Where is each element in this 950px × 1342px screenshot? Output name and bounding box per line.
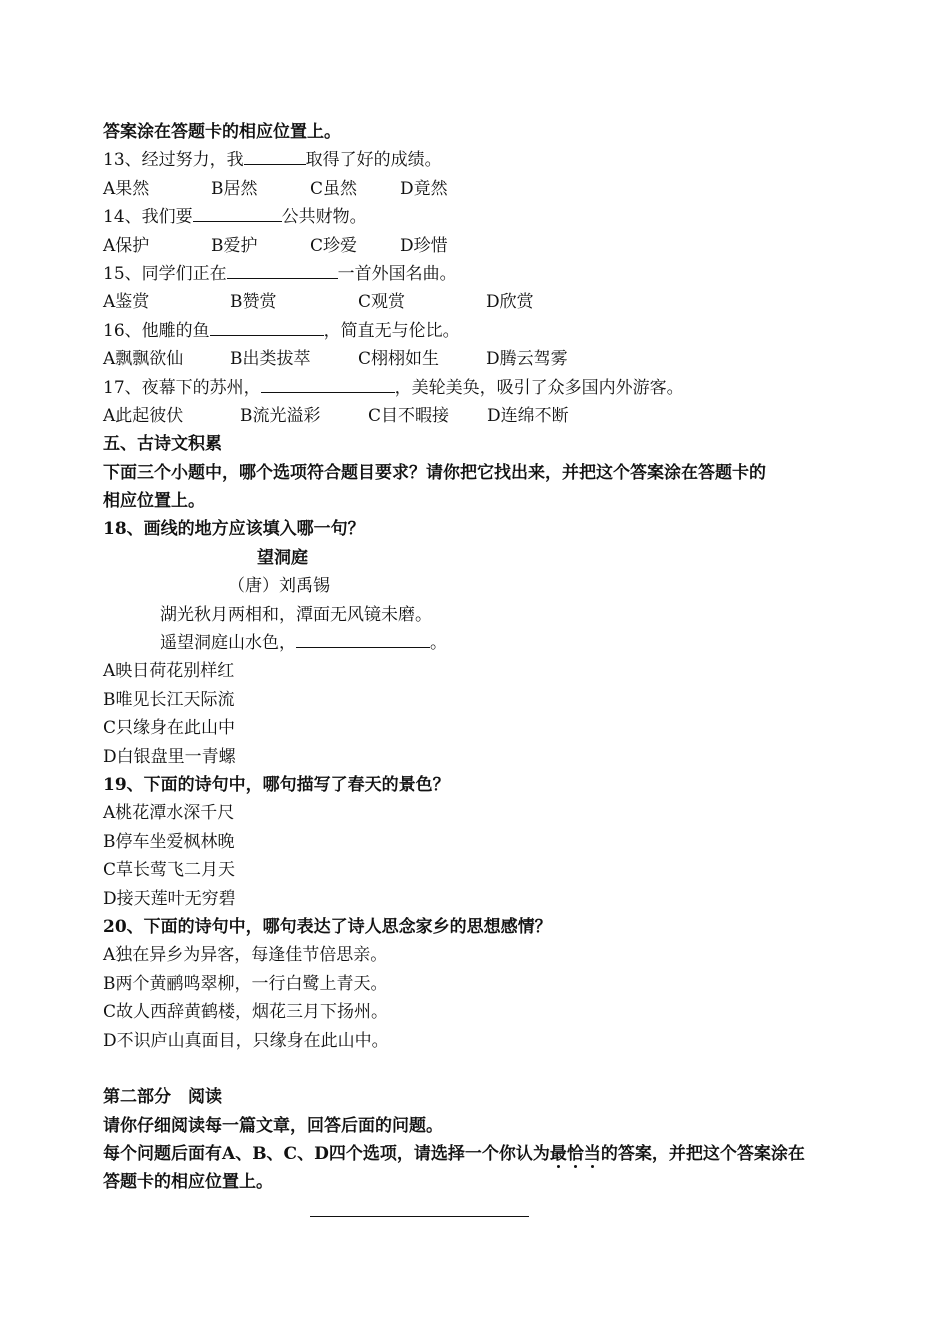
q19-option-a: A桃花潭水深千尺: [103, 803, 235, 824]
emphasis-dotted: [550, 1144, 601, 1164]
q18-option-a: A映日荷花别样红: [103, 661, 235, 682]
question-16: [103, 317, 863, 345]
exam-page: [103, 118, 863, 1197]
emphasis-char: 最: [549, 1144, 567, 1165]
q13-options: [103, 175, 863, 203]
question-15: [103, 260, 863, 288]
q18-question: 18、画线的地方应该填入哪一句？: [103, 519, 365, 540]
q14-text-after: 公共财物。: [281, 207, 367, 228]
q20-option-c: C故人西辞黄鹤楼，烟花三月下扬州。: [103, 1002, 389, 1023]
q14-options: [103, 232, 863, 260]
q17-option-a: A此起彼伏: [103, 405, 184, 426]
q19-option-b: B停车坐爱枫林晚: [103, 831, 235, 852]
instr2-before: 每个问题后面有A、B、C、D四个选项，请选择一个你认为: [103, 1144, 550, 1165]
q15-blank: [227, 260, 338, 279]
q17-options: [103, 402, 863, 430]
poem-blank: [296, 629, 430, 648]
footer-rule: [310, 1216, 529, 1217]
q15-text-before: 15、同学们正在: [103, 263, 227, 284]
q17-text-before: 17、夜幕下的苏州，: [103, 377, 261, 398]
q13-option-d: D竟然: [400, 178, 448, 199]
q13-option-a: A果然: [103, 178, 150, 199]
poem-line-1: 湖光秋月两相和，潭面无风镜未磨。: [160, 604, 432, 625]
part-2-title: 第二部分 阅读: [103, 1087, 222, 1108]
question-13: [103, 146, 863, 174]
q16-text-after: ，简直无与伦比。: [323, 320, 460, 341]
q14-option-d: D珍惜: [400, 235, 448, 256]
q13-text-after: 取得了好的成绩。: [305, 150, 442, 171]
q17-option-b: B流光溢彩: [240, 405, 321, 426]
q18-option-b: B唯见长江天际流: [103, 689, 235, 710]
poem-line-2-after: 。: [430, 633, 447, 654]
question-17: [103, 374, 863, 402]
q17-option-c: C目不暇接: [368, 405, 450, 426]
poem-line-2: [103, 629, 863, 657]
question-14: [103, 203, 863, 231]
q17-blank: [261, 374, 395, 393]
q16-option-a: A飘飘欲仙: [103, 349, 184, 370]
part-2-instruction-2: [103, 1140, 863, 1168]
q13-blank: [244, 146, 306, 165]
emphasis-text: [550, 1144, 601, 1164]
q20-question: 20、下面的诗句中，哪句表达了诗人思念家乡的思想感情？: [103, 916, 552, 937]
q14-blank: [193, 203, 282, 222]
q20-option-a: A独在异乡为异客，每逢佳节倍思亲。: [103, 945, 388, 966]
q16-option-d: D腾云驾雾: [486, 349, 568, 370]
q14-option-a: A保护: [103, 235, 150, 256]
q18-option-c: C只缘身在此山中: [103, 718, 236, 739]
part-2-instruction-3: 答题卡的相应位置上。: [103, 1172, 273, 1193]
section-5-instruction-1: 下面三个小题中，哪个选项符合题目要求？请你把它找出来，并把这个答案涂在答题卡的: [103, 462, 766, 483]
q13-option-c: C虽然: [310, 178, 358, 199]
q16-text-before: 16、他雕的鱼: [103, 320, 210, 341]
q15-option-a: A鉴赏: [103, 292, 150, 313]
q16-options: [103, 345, 863, 373]
emphasis-char: 当: [583, 1144, 601, 1165]
q19-option-c: C草长莺飞二月天: [103, 860, 236, 881]
q16-blank: [210, 317, 324, 336]
poem-line-2-before: 遥望洞庭山水色，: [160, 633, 296, 654]
q17-option-d: D连绵不断: [487, 405, 569, 426]
q20-option-d: D不识庐山真面目，只缘身在此山中。: [103, 1030, 389, 1051]
q15-text-after: 一首外国名曲。: [337, 263, 457, 284]
q17-text-after: ，美轮美奂，吸引了众多国内外游客。: [394, 377, 684, 398]
spacer: [103, 1055, 863, 1083]
q13-text-before: 13、经过努力，我: [103, 150, 244, 171]
instruction-tail: 答案涂在答题卡的相应位置上。: [103, 122, 341, 142]
q14-option-b: B爱护: [211, 235, 258, 256]
q19-question: 19、下面的诗句中，哪句描写了春天的景色？: [103, 774, 450, 795]
q16-option-c: C栩栩如生: [358, 349, 440, 370]
q20-option-b: B两个黄鹂鸣翠柳，一行白鹭上青天。: [103, 973, 388, 994]
q15-option-d: D欣赏: [486, 292, 534, 313]
q15-options: [103, 288, 863, 316]
section-5-title: 五、古诗文积累: [103, 434, 222, 455]
emphasis-char: 恰: [566, 1144, 584, 1165]
part-2-instruction-1: 请你仔细阅读每一篇文章，回答后面的问题。: [103, 1115, 443, 1136]
poem-title: 望洞庭: [257, 547, 308, 568]
q13-option-b: B居然: [211, 178, 258, 199]
q14-text-before: 14、我们要: [103, 207, 193, 228]
q14-option-c: C珍爱: [310, 235, 358, 256]
instr2-after: 的答案，并把这个答案涂在: [600, 1144, 805, 1165]
q16-option-b: B出类拔萃: [230, 349, 311, 370]
q19-option-d: D接天莲叶无穷碧: [103, 888, 236, 909]
poem-author: （唐）刘禹锡: [228, 576, 330, 597]
q18-option-d: D白银盘里一青螺: [103, 746, 236, 767]
section-5-instruction-2: 相应位置上。: [103, 491, 205, 512]
q15-option-c: C观赏: [358, 292, 406, 313]
q15-option-b: B赞赏: [230, 292, 277, 313]
